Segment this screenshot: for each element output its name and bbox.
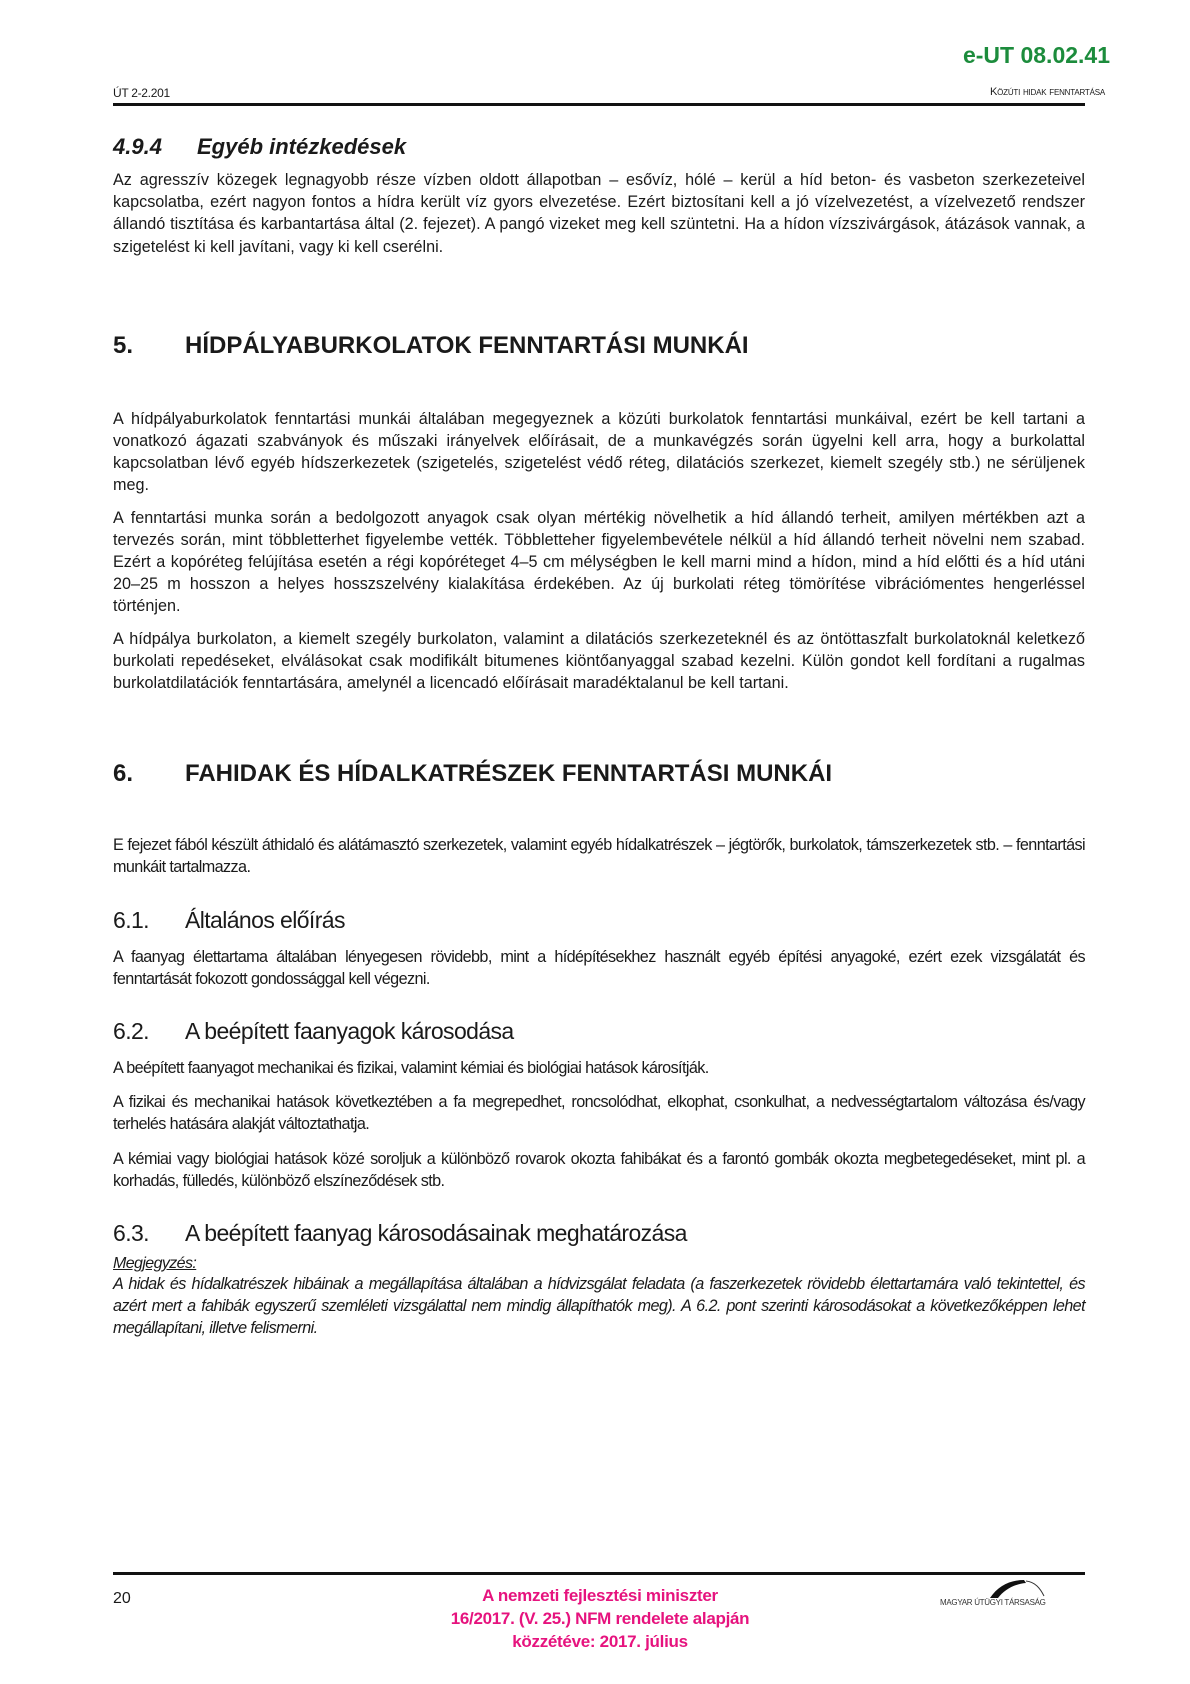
paragraph: A hídpálya burkolaton, a kiemelt szegély burkolaton, valamint a dilatációs szerkezeteknél és az öntöttaszfalt burkolatoknál keletkező burkolati repedéseket, elválásokat csak modifikált bitumenes kiöntőanyaggal szabad kezelni. Külön gondot kell fordítani a rugalmas burkolatdilatációk fenntartására, amelynél a licencadó előírásait maradéktalanul be kell tartani. (113, 629, 1085, 693)
logo-text: MAGYAR ÚTÜGYI TÁRSASÁG (940, 1598, 1046, 1607)
heading-chapter-6 (113, 760, 1085, 788)
publication-note-line: 16/2017. (V. 25.) NFM rendelete alapján (450, 1609, 750, 1628)
heading-4-9-4 (113, 134, 1085, 164)
note-text: A hidak és hídalkatrészek hibáinak a megállapítása általában a hídvizsgálat feladata (a faszerkezetek rövidebb élettartamára való tekintettel, és azért mert a fahibák egyszerű szemléleti vizsgálattal nem mindig állapíthatók meg). A 6.2. pont szerinti károsodásokat a következőképpen lehet megállapítani, illetve felismerni. (113, 1275, 1085, 1338)
paragraph: A fenntartási munka során a bedolgozott anyagok csak olyan mértékig növelhetik a híd állandó terheit, amilyen mértékben azt a tervezés során, mint többletterhet figyelembe vették. Többletteher figyelembevétele nélkül a híd állandó terheit növelni nem szabad. Ezért a kopóréteg felújítása esetén a régi kopóréteget 4–5 cm mélységben le kell marni mind a hídon, mind a híd előtti és a híd utáni 20–25 m hosszon a helyes hosszszelvény kialakítása érdekében. Az új burkolati réteg tömörítése vibrációmentes hengerléssel történjen. (113, 508, 1085, 616)
heading-number: 6.1. (113, 906, 149, 933)
paragraph: A fizikai és mechanikai hatások következtében a fa megrepedhet, roncsolódhat, elkophat, csonkulhat, a nedvességtartalom változása és/vagy terhelés hatására alakját változtathatja. (113, 1093, 1085, 1134)
society-logo (940, 1578, 1090, 1618)
heading-title: HÍDPÁLYABURKOLATOK FENNTARTÁSI MUNKÁI (185, 331, 749, 359)
paragraph: E fejezet fából készült áthidaló és alátámasztó szerkezetek, valamint egyéb hídalkatrészek – jégtörők, burkolatok, támszerkezetek stb. – fenntartási munkáit tartalmazza. (113, 836, 1085, 877)
paragraph: A beépített faanyagot mechanikai és fizikai, valamint kémiai és biológiai hatások károsítják. (113, 1059, 709, 1078)
paragraph: Az agresszív közegek legnagyobb része vízben oldott állapotban – esővíz, hólé – kerül a híd beton- és vasbeton szerkezeteivel kapcsolatba, ezért nagyon fontos a hídra került víz gyors elvezetése. Ezért biztosítani kell a jó vízelvezetést, a vízelvezető rendszer állandó tisztítása és karbantartása által (2. fejezet). A pangó vizeket meg kell szüntetni. Ha a hídon vízszivárgások, átázások vannak, a szigetelést ki kell javítani, vagy ki kell cserélni. (113, 171, 1085, 256)
heading-number: 4.9.4 (113, 134, 162, 159)
road-swoosh-icon (940, 1578, 1090, 1600)
heading-title: A beépített faanyagok károsodása (185, 1018, 514, 1045)
header-standard-id: ÚT 2-2.201 (113, 86, 170, 100)
heading-title: FAHIDAK ÉS HÍDALKATRÉSZEK FENNTARTÁSI MUNKÁI (185, 760, 833, 788)
heading-number: 5. (113, 331, 134, 359)
footer-rule (113, 1572, 1085, 1575)
heading-6-3 (113, 1220, 1085, 1247)
paragraph: A faanyag élettartama általában lényegesen rövidebb, mint a hídépítésekhez használt egyéb építési anyagoké, ezért ezek vizsgálatát és fenntartását fokozott gondossággal kell végezni. (113, 947, 1085, 988)
publication-note-line: A nemzeti fejlesztési miniszter (482, 1586, 718, 1605)
publication-note-line: közzétéve: 2017. július (512, 1632, 688, 1651)
page-number: 20 (113, 1590, 131, 1607)
paragraph: A kémiai vagy biológiai hatások közé soroljuk a különböző rovarok okozta fahibákat és a farontó gombák okozta megbetegedéseket, mint pl. a korhadás, fülledés, különböző elszíneződések stb. (113, 1149, 1085, 1190)
heading-chapter-5 (113, 332, 1085, 360)
heading-6-1 (113, 907, 1085, 934)
publication-note (380, 1584, 820, 1653)
heading-number: 6.2. (113, 1018, 149, 1045)
heading-number: 6.3. (113, 1220, 149, 1247)
heading-title: Egyéb intézkedések (197, 134, 407, 159)
heading-title: Általános előírás (185, 906, 345, 933)
document-code: e-UT 08.02.41 (962, 42, 1110, 68)
page-content (113, 134, 1085, 1340)
header-running-title: Közúti hidak fenntartása (989, 86, 1105, 98)
header-rule (113, 103, 1085, 106)
paragraph: A hídpályaburkolatok fenntartási munkái általában megegyeznek a közúti burkolatok fenntartási munkáival, ezért be kell tartani a vonatkozó ágazati szabványok és műszaki irányelvek előírásait, de a munkavégzés során ügyelni kell arra, hogy a burkolattal kapcsolatban lévő egyéb hídszerkezetek (szigetelés, szigetelést védő réteg, dilatációs szerkezet, kiemelt szegély stb.) ne sérüljenek meg. (113, 409, 1085, 495)
heading-6-2 (113, 1018, 1085, 1045)
heading-number: 6. (113, 760, 134, 788)
note-label: Megjegyzés: (113, 1255, 197, 1273)
heading-title: A beépített faanyag károsodásainak meghatározása (185, 1220, 687, 1247)
